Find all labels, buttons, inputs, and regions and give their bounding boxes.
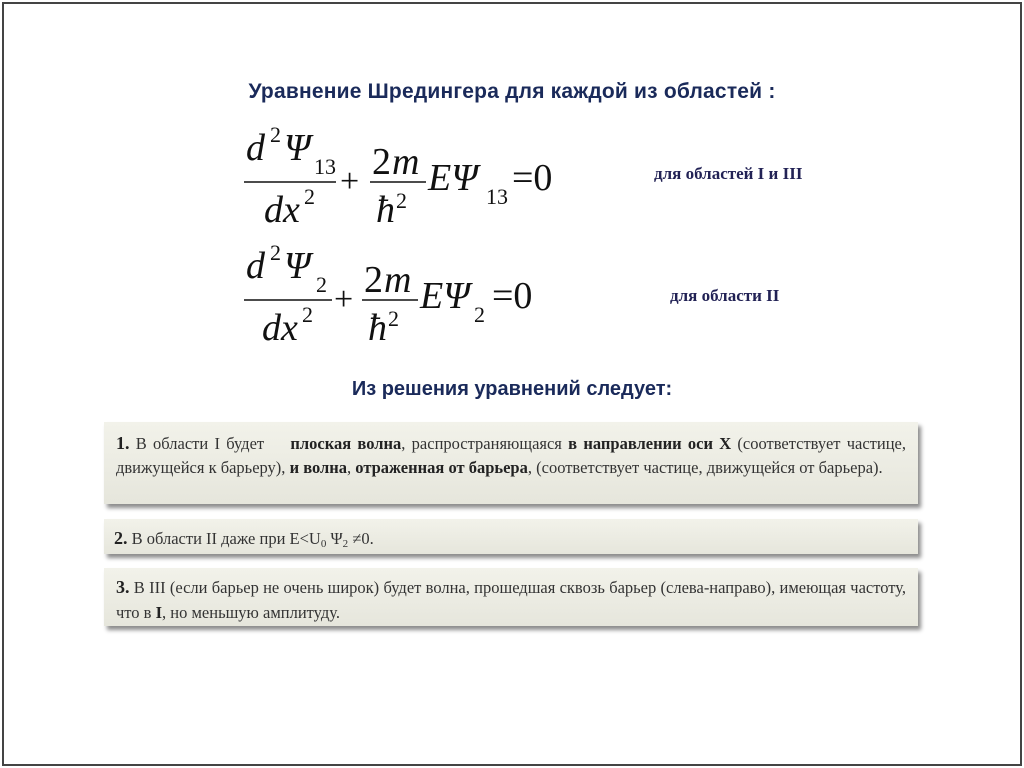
eq2-numerator: d — [246, 245, 265, 287]
svg-text:13: 13 — [314, 154, 336, 179]
svg-text:2: 2 — [316, 272, 327, 297]
svg-text:2: 2 — [388, 306, 399, 331]
eq2-plus: + — [334, 281, 354, 318]
eq1-rhs: =0 — [512, 157, 553, 199]
svg-text:2: 2 — [270, 122, 281, 147]
svg-text:2: 2 — [474, 302, 485, 327]
equation-regions-1-3 — [236, 122, 576, 232]
svg-text:m: m — [384, 259, 412, 301]
item-number: 3. — [116, 577, 130, 597]
eq1-coef-num: 2 — [372, 141, 391, 183]
eq1-denominator: dx — [264, 189, 300, 231]
conclusion-item-1: 1. В области I будет плоская волна, распространяющаяся в направлении оси X (соответствует частице, движущейся к барьеру), и волна, отраженная от барьера, (соответствует частице, движущейся от барьера). — [104, 422, 918, 504]
svg-text:Ψ: Ψ — [284, 127, 311, 169]
equation-region-2 — [236, 240, 556, 350]
eq1-numerator: d — [246, 127, 265, 169]
eq2-coef-num: 2 — [364, 259, 383, 301]
item-number: 1. — [116, 433, 130, 453]
section-subtitle: Из решения уравнений следует: — [351, 378, 673, 400]
slide-frame — [2, 2, 1022, 766]
svg-text:2: 2 — [270, 240, 281, 265]
eq2-term: EΨ — [420, 275, 470, 317]
svg-text:13: 13 — [486, 184, 508, 209]
svg-text:Ψ: Ψ — [284, 245, 311, 287]
item-number: 2. — [114, 528, 128, 548]
eq1-note: для областей I и III — [654, 164, 803, 183]
svg-text:m: m — [392, 141, 420, 183]
svg-text:2: 2 — [304, 184, 315, 209]
conclusion-item-3: 3. В III (если барьер не очень широк) будет волна, прошедшая сквозь барьер (слева-направо), имеющая частоту, что в I, но меньшую амплитуду. — [104, 568, 918, 626]
svg-text:2: 2 — [302, 302, 313, 327]
eq1-coef-den: ħ — [376, 189, 395, 231]
eq2-denominator: dx — [262, 307, 298, 349]
conclusion-item-2: 2. В области II даже при $E<U_0$ $\Psi_2 \ne 0$. — [104, 519, 918, 554]
slide-title: Уравнение Шредингера для каждой из областей : — [248, 80, 776, 103]
eq2-coef-den: ħ — [368, 307, 387, 349]
svg-text:2: 2 — [396, 188, 407, 213]
eq2-note: для области II — [670, 286, 780, 305]
eq1-plus: + — [340, 163, 360, 200]
eq1-term: EΨ — [428, 157, 478, 199]
eq2-rhs: =0 — [492, 275, 533, 317]
